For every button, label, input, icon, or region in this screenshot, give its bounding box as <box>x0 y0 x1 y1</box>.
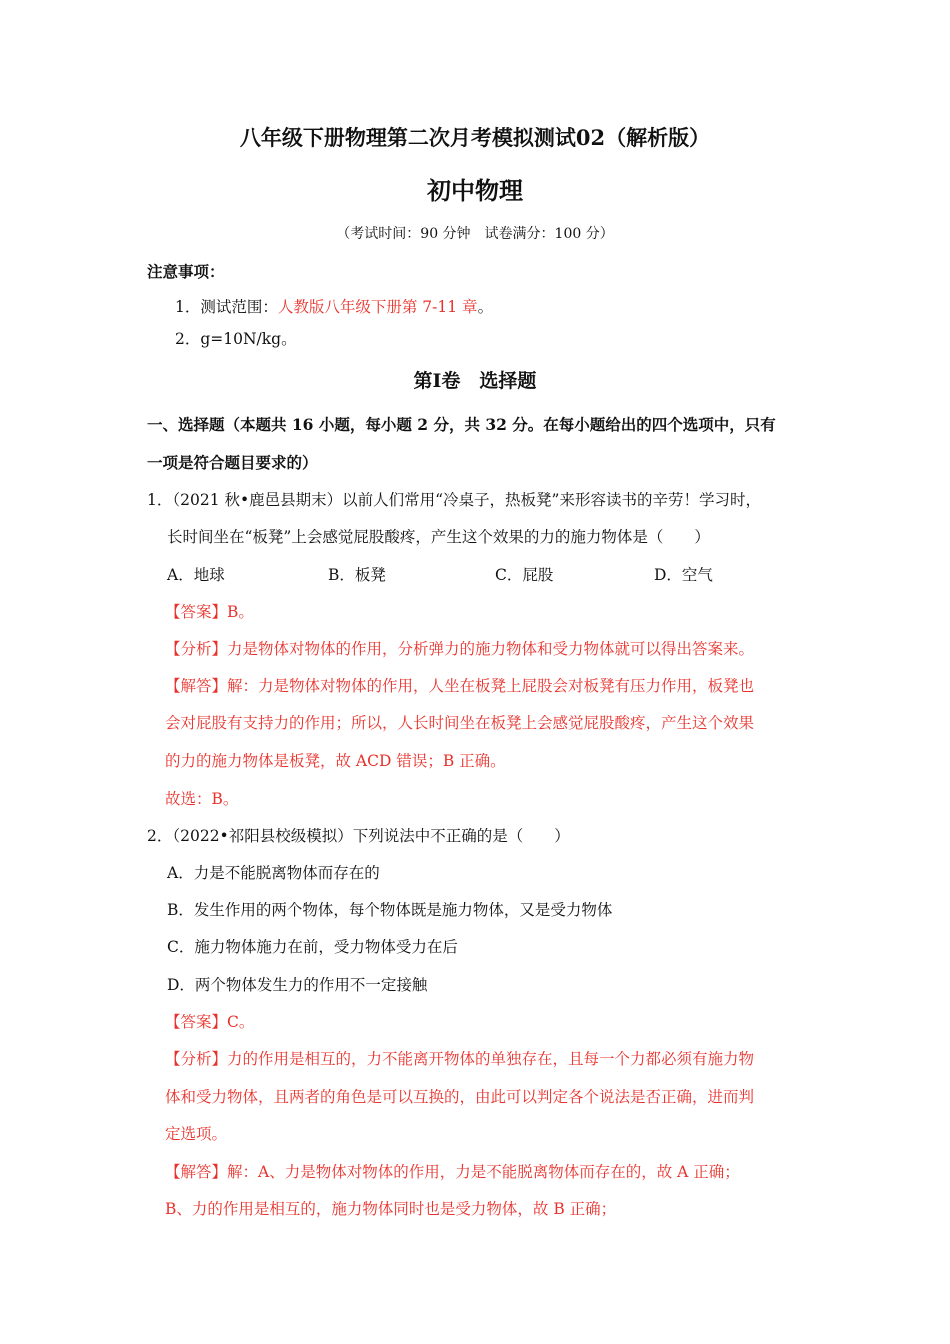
q2-option-a: A．力是不能脱离物体而存在的 <box>167 864 380 882</box>
notes-item-2: 2．g=10N/kg。 <box>175 330 297 348</box>
q1-solution-line-1: 【解答】解：力是物体对物体的作用，人坐在板凳上屁股会对板凳有压力作用，板凳也 <box>165 677 755 695</box>
q2-analysis-line-1: 【分析】力的作用是相互的，力不能离开物体的单独存在，且每一个力都必须有施力物 <box>165 1050 755 1068</box>
q1-stem-line-2: 长时间坐在“板凳”上会感觉屁股酸疼，产生这个效果的力的施力物体是（ ） <box>167 528 710 546</box>
notes-item-1-prefix: 1．测试范围： <box>175 298 278 316</box>
document-subtitle: 初中物理 <box>427 176 523 205</box>
notes-heading: 注意事项： <box>147 262 225 281</box>
q1-solution-line-2: 会对屁股有支持力的作用；所以，人长时间坐在板凳上会感觉屁股酸疼，产生这个效果 <box>165 714 755 732</box>
section-instruction-line-1: 一、选择题（本题共 16 小题，每小题 2 分，共 32 分。在每小题给出的四个选项中，只有 <box>147 415 776 434</box>
q1-option-b: B．板凳 <box>328 566 386 584</box>
notes-item-1-scope: 人教版八年级下册第 7-11 章 <box>277 298 478 316</box>
q1-option-a: A．地球 <box>167 566 225 584</box>
section-title: 第Ⅰ卷 选择题 <box>413 370 537 392</box>
notes-item-1-suffix: 。 <box>477 298 494 316</box>
q1-solution-line-3: 的力的施力物体是板凳，故 ACD 错误；B 正确。 <box>165 752 506 770</box>
q2-analysis-line-3: 定选项。 <box>165 1125 228 1143</box>
q2-solution-line-1: 【解答】解：A、力是物体对物体的作用，力是不能脱离物体而存在的，故 A 正确； <box>165 1163 740 1181</box>
section-instruction-line-2: 一项是符合题目要求的） <box>147 453 318 472</box>
q1-stem-line-1: 1．（2021 秋•鹿邑县期末）以前人们常用“冷桌子，热板凳”来形容读书的辛劳！学习时， <box>147 491 761 509</box>
q1-choice: 故选：B。 <box>165 790 239 808</box>
q1-option-c: C．屁股 <box>495 566 554 584</box>
q2-option-b: B．发生作用的两个物体，每个物体既是施力物体，又是受力物体 <box>167 901 613 919</box>
q2-analysis-line-2: 体和受力物体，且两者的角色是可以互换的，由此可以判定各个说法是否正确，进而判 <box>165 1088 755 1106</box>
q2-option-c: C．施力物体施力在前，受力物体受力在后 <box>167 938 458 956</box>
q2-stem-line-1: 2．（2022•祁阳县校级模拟）下列说法中不正确的是（ ） <box>147 827 570 845</box>
q2-solution-line-2: B、力的作用是相互的，施力物体同时也是受力物体，故 B 正确； <box>165 1200 617 1218</box>
q1-answer: 【答案】B。 <box>165 603 254 621</box>
document-title: 八年级下册物理第二次月考模拟测试02（解析版） <box>239 125 711 150</box>
q1-option-d: D．空气 <box>654 566 713 584</box>
q2-answer: 【答案】C。 <box>165 1013 255 1031</box>
q2-option-d: D．两个物体发生力的作用不一定接触 <box>167 976 428 994</box>
exam-info: （考试时间：90 分钟 试卷满分：100 分） <box>336 226 614 242</box>
q1-analysis: 【分析】力是物体对物体的作用，分析弹力的施力物体和受力物体就可以得出答案来。 <box>165 640 755 658</box>
notes-item-1 <box>175 297 493 317</box>
